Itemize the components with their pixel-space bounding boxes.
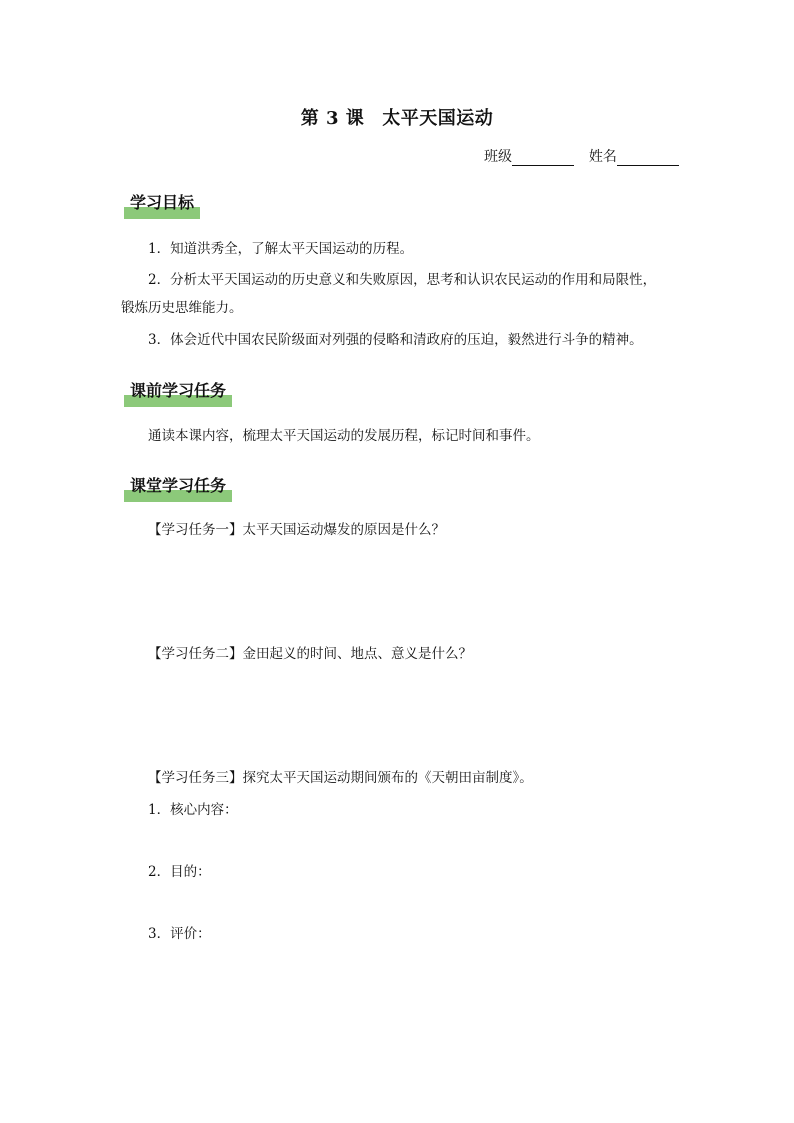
in-class-heading: 课堂学习任务 [124,476,232,502]
student-info [484,146,679,166]
task-2: 【学习任务二】金田起义的时间、地点、意义是什么？ [148,646,472,662]
task-3-purpose: 2．目的： [148,864,211,880]
objective-item-3: 3．体会近代中国农民阶级面对列强的侵略和清政府的压迫，毅然进行斗争的精神。 [148,332,643,348]
lesson-title: 太平天国运动 [382,108,494,129]
lesson-number: 第 3 课 [300,108,365,129]
objective-item-2-cont: 锻炼历史思维能力。 [121,300,243,316]
pre-class-heading: 课前学习任务 [124,381,232,407]
task-1: 【学习任务一】太平天国运动爆发的原因是什么？ [148,522,445,538]
objective-item-1: 1．知道洪秀全，了解太平天国运动的历程。 [148,241,414,257]
name-blank[interactable] [617,151,679,166]
class-label: 班级 [484,149,512,165]
task-3-evaluation: 3．评价： [148,926,211,942]
task-3-core-content: 1．核心内容： [148,802,238,818]
objective-item-2: 2．分析太平天国运动的历史意义和失败原因，思考和认识农民运动的作用和局限性， [148,272,657,288]
name-label: 姓名 [588,149,617,165]
page-title [0,104,794,130]
task-3: 【学习任务三】探究太平天国运动期间颁布的《天朝田亩制度》。 [148,770,533,786]
class-blank[interactable] [512,151,574,166]
pre-class-text: 通读本课内容，梳理太平天国运动的发展历程，标记时间和事件。 [148,428,540,444]
objectives-heading: 学习目标 [124,193,200,219]
